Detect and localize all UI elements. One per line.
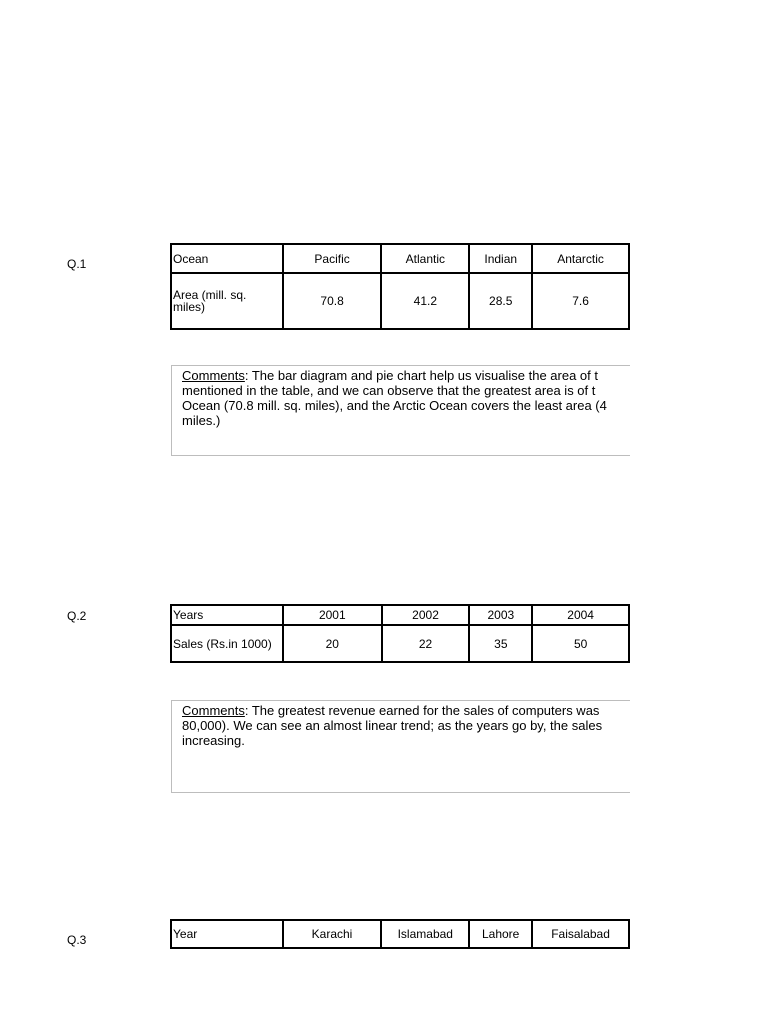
year-2003-header-cell: 2003 bbox=[469, 605, 532, 625]
question-2-label: Q.2 bbox=[67, 609, 87, 623]
sales-2002-cell: 22 bbox=[382, 625, 470, 662]
antarctic-header-cell: Antarctic bbox=[532, 244, 629, 273]
pacific-header-cell: Pacific bbox=[283, 244, 382, 273]
q1-comment-keyword: Comments bbox=[182, 368, 245, 383]
sales-2003-cell: 35 bbox=[469, 625, 532, 662]
q1-comment-line-4: miles.) bbox=[182, 413, 221, 428]
question-1-label: Q.1 bbox=[67, 257, 87, 271]
q2-comment-line-1-text: : The greatest revenue earned for the sales of computers was bbox=[244, 703, 600, 718]
q2-comment-line-1 bbox=[182, 703, 630, 718]
q2-comment-viewport bbox=[171, 700, 630, 793]
year-header-cell: Year bbox=[171, 920, 283, 948]
year-2004-header-cell: 2004 bbox=[532, 605, 629, 625]
q1-comment-line-1 bbox=[182, 368, 630, 383]
question-3-label: Q.3 bbox=[67, 933, 87, 947]
lahore-header-cell: Lahore bbox=[469, 920, 532, 948]
faisalabad-header-cell: Faisalabad bbox=[532, 920, 629, 948]
sales-table-viewport bbox=[170, 604, 630, 664]
years-header-row bbox=[171, 605, 629, 625]
ocean-area-row bbox=[171, 273, 629, 329]
year-2002-header-cell: 2002 bbox=[382, 605, 470, 625]
q2-comment-keyword: Comments bbox=[182, 703, 245, 718]
computer-sales-table bbox=[170, 604, 630, 663]
pacific-area-cell: 70.8 bbox=[283, 273, 382, 329]
ocean-area-table bbox=[170, 243, 630, 330]
q2-comment-box bbox=[171, 700, 630, 793]
sales-row bbox=[171, 625, 629, 662]
atlantic-area-cell: 41.2 bbox=[381, 273, 469, 329]
ocean-header-cell: Ocean bbox=[171, 244, 283, 273]
q1-comment-line-2: mentioned in the table, and we can observe that the greatest area is of t bbox=[182, 383, 596, 398]
q1-comment-line-1-text: : The bar diagram and pie chart help us visualise the area of t bbox=[244, 368, 598, 383]
cities-table-viewport bbox=[170, 919, 630, 951]
indian-area-cell: 28.5 bbox=[469, 273, 532, 329]
karachi-header-cell: Karachi bbox=[283, 920, 382, 948]
ocean-header-row bbox=[171, 244, 629, 273]
area-row-label-line-1: Area (mill. sq. bbox=[173, 288, 247, 302]
area-row-label-line-2: miles) bbox=[173, 300, 205, 314]
ocean-table-viewport bbox=[170, 243, 630, 331]
area-row-label-cell bbox=[171, 273, 283, 329]
atlantic-header-cell: Atlantic bbox=[381, 244, 469, 273]
sales-2001-cell: 20 bbox=[283, 625, 382, 662]
q2-comment-line-3: increasing. bbox=[182, 733, 245, 748]
cities-header-row bbox=[171, 920, 629, 948]
indian-header-cell: Indian bbox=[469, 244, 532, 273]
q1-comment-viewport bbox=[171, 365, 630, 456]
q1-comment-line-3: Ocean (70.8 mill. sq. miles), and the Arctic Ocean covers the least area (4 bbox=[182, 398, 607, 413]
antarctic-area-cell: 7.6 bbox=[532, 273, 629, 329]
q2-comment-line-2: 80,000). We can see an almost linear trend; as the years go by, the sales bbox=[182, 718, 603, 733]
year-2001-header-cell: 2001 bbox=[283, 605, 382, 625]
q1-comment-box bbox=[171, 365, 630, 456]
islamabad-header-cell: Islamabad bbox=[381, 920, 469, 948]
years-header-cell: Years bbox=[171, 605, 283, 625]
sales-2004-cell: 50 bbox=[532, 625, 629, 662]
sales-row-label-cell: Sales (Rs.in 1000) bbox=[171, 625, 283, 662]
cities-table bbox=[170, 919, 630, 949]
